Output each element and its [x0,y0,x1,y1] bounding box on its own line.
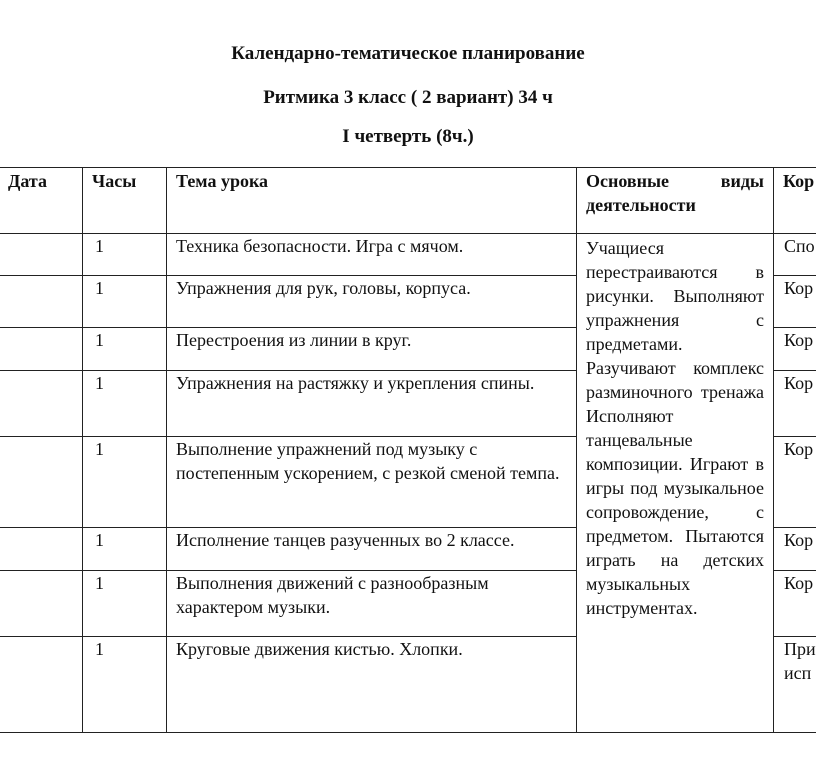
cell-topic: Техника безопасности. Игра с мячом. [167,234,577,276]
column-header-date: Дата [0,168,83,234]
cell-date [0,571,83,637]
table-header-row [0,168,816,234]
planning-table [0,167,816,733]
cell-topic: Исполнение танцев разученных во 2 классе. [167,528,577,571]
column-header-activities: Основные виды деятельности [577,168,774,234]
cell-topic: Упражнения для рук, головы, корпуса. [167,276,577,328]
cell-topic: Выполнения движений с разнообразным характером музыки. [167,571,577,637]
cell-correction: Кор [774,276,816,328]
document-subtitle: Ритмика 3 класс ( 2 вариант) 34 ч [263,87,553,108]
table-row [0,234,816,276]
cell-hours: 1 [83,234,167,276]
cell-hours: 1 [83,371,167,437]
column-header-topic: Тема урока [167,168,577,234]
cell-correction: При исп [774,637,816,733]
cell-topic: Выполнение упражнений под музыку с постепенным ускорением, с резкой сменой темпа. [167,437,577,528]
cell-topic: Перестроения из линии в круг. [167,328,577,371]
cell-topic: Упражнения на растяжку и укрепления спины. [167,371,577,437]
cell-hours: 1 [83,571,167,637]
cell-correction: Спо [774,234,816,276]
cell-correction: Кор [774,371,816,437]
column-header-hours: Часы [83,168,167,234]
cell-correction: Кор [774,328,816,371]
cell-date [0,371,83,437]
cell-date [0,328,83,371]
cell-hours: 1 [83,637,167,733]
cell-correction: Кор [774,437,816,528]
column-header-correction: Кор [774,168,816,234]
cell-activities: Учащиеся перестраиваются в рисунки. Выполняют упражнения с предметами. Разучивают комплекс разминочного тренажа Исполняют танцевальные композиции. Играют в игры под музыкальное сопровождение, с предметом. Пытаются играть на детских музыкальных инструментах. [577,234,774,733]
cell-hours: 1 [83,328,167,371]
cell-correction: Кор [774,571,816,637]
cell-date [0,528,83,571]
quarter-heading: I четверть (8ч.) [342,126,474,147]
cell-correction: Кор [774,528,816,571]
cell-date [0,437,83,528]
cell-date [0,276,83,328]
cell-hours: 1 [83,276,167,328]
cell-date [0,234,83,276]
cell-hours: 1 [83,437,167,528]
cell-topic: Круговые движения кистью. Хлопки. [167,637,577,733]
cell-date [0,637,83,733]
document-title: Календарно-тематическое планирование [231,43,585,64]
cell-hours: 1 [83,528,167,571]
